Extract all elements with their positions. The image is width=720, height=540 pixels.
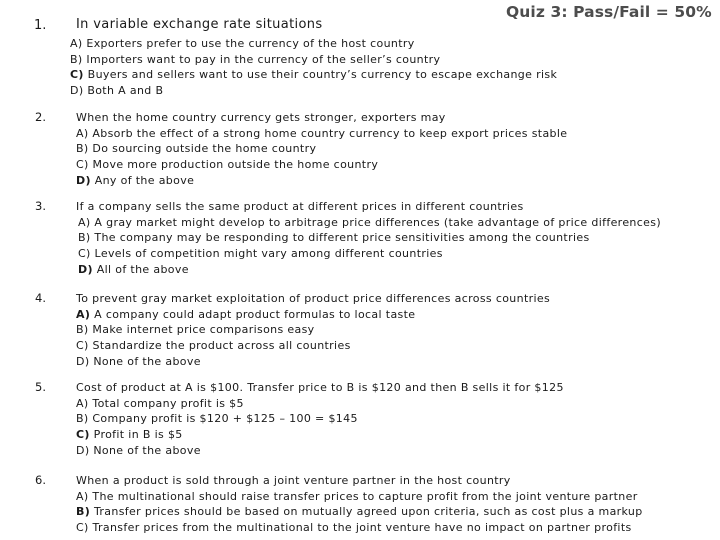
answer-options [78, 215, 661, 278]
answer-option [76, 157, 567, 173]
option-text: Company profit is $120 + $125 – 100 = $145 [92, 412, 358, 426]
option-letter: A) [76, 126, 89, 140]
answer-options [70, 36, 557, 99]
option-letter: A) [76, 489, 89, 503]
option-letter: A) [70, 37, 83, 50]
answer-option [78, 215, 661, 231]
option-text: None of the above [93, 354, 201, 368]
option-text: Transfer prices should be based on mutually agreed upon criteria, such as cost plus a markup [93, 505, 643, 519]
option-text: The multinational should raise transfer prices to capture profit from the joint venture partner [92, 489, 638, 503]
option-text: Both A and B [87, 84, 164, 98]
option-text: Total company profit is $5 [92, 396, 244, 410]
answer-options [76, 396, 358, 459]
option-text: Any of the above [94, 173, 195, 187]
answer-options [76, 489, 643, 536]
quiz-title: Quiz 3: Pass/Fail = 50% [506, 3, 712, 21]
answer-option [76, 489, 643, 505]
option-text: Standardize the product across all countries [92, 338, 351, 352]
option-text: Make internet price comparisons easy [92, 323, 315, 337]
option-text: Transfer prices from the multinational to the joint venture have no impact on partner profits [92, 520, 632, 534]
option-text: A company could adapt product formulas to local taste [94, 307, 416, 321]
question-number: 3. [35, 199, 46, 213]
answer-option-correct [76, 173, 567, 189]
option-letter: A) [76, 307, 91, 321]
question-number: 4. [35, 291, 46, 305]
question-stem: To prevent gray market exploitation of product price differences across countries [76, 292, 551, 305]
answer-option [76, 396, 358, 412]
option-letter: D) [78, 262, 93, 276]
question-stem: When a product is sold through a joint venture partner in the host country [76, 474, 511, 487]
option-letter: B) [70, 52, 83, 66]
question-number: 1. [34, 18, 47, 33]
answer-option [78, 246, 661, 262]
option-letter: B) [76, 142, 89, 156]
option-text: Absorb the effect of a strong home country currency to keep export prices stable [92, 126, 568, 140]
answer-option [70, 36, 557, 52]
option-letter: B) [78, 231, 91, 245]
option-letter: B) [76, 505, 91, 519]
answer-option [76, 520, 643, 536]
answer-option-correct [76, 307, 415, 323]
answer-option-correct [70, 67, 557, 83]
option-text: Buyers and sellers want to use their country’s currency to escape exchange risk [87, 68, 558, 82]
option-text: Levels of competition might vary among different countries [94, 246, 443, 260]
option-letter: A) [78, 215, 91, 229]
option-letter: D) [76, 443, 90, 457]
option-text: None of the above [93, 443, 201, 457]
option-text: Do sourcing outside the home country [92, 142, 317, 156]
answer-option [76, 338, 415, 354]
option-letter: C) [70, 68, 84, 82]
answer-option-correct [76, 427, 358, 443]
option-letter: B) [76, 323, 89, 337]
option-letter: D) [76, 173, 91, 187]
option-text: Exporters prefer to use the currency of the host country [86, 37, 415, 50]
question-stem: In variable exchange rate situations [76, 17, 323, 32]
question-number: 5. [35, 380, 46, 394]
question-stem: If a company sells the same product at different prices in different countries [76, 200, 524, 213]
option-text: A gray market might develop to arbitrage price differences (take advantage of price differences) [94, 215, 661, 229]
option-text: All of the above [96, 262, 189, 276]
answer-option [70, 52, 557, 68]
answer-option [76, 322, 415, 338]
option-letter: C) [76, 520, 89, 534]
question-number: 2. [35, 110, 46, 124]
answer-option-correct [78, 262, 661, 278]
option-letter: C) [76, 427, 90, 441]
answer-option [76, 411, 358, 427]
answer-option [70, 83, 557, 99]
option-letter: C) [76, 338, 89, 352]
option-letter: C) [78, 246, 91, 260]
option-letter: D) [70, 84, 84, 98]
answer-options [76, 126, 567, 189]
question-number: 6. [35, 473, 46, 487]
question-stem: When the home country currency gets stronger, exporters may [76, 111, 446, 124]
option-letter: C) [76, 157, 89, 171]
option-letter: A) [76, 396, 89, 410]
option-letter: D) [76, 354, 90, 368]
answer-option [76, 443, 358, 459]
answer-options [76, 307, 415, 370]
answer-option [76, 126, 567, 142]
option-text: Importers want to pay in the currency of the seller’s country [86, 52, 441, 66]
question-stem: Cost of product at A is $100. Transfer price to B is $120 and then B sells it for $125 [76, 381, 564, 394]
answer-option [76, 141, 567, 157]
answer-option-correct [76, 504, 643, 520]
option-text: The company may be responding to different price sensitivities among the countries [94, 231, 590, 245]
option-letter: B) [76, 412, 89, 426]
answer-option [76, 354, 415, 370]
option-text: Profit in B is $5 [93, 427, 183, 441]
option-text: Move more production outside the home country [92, 157, 379, 171]
answer-option [78, 230, 661, 246]
